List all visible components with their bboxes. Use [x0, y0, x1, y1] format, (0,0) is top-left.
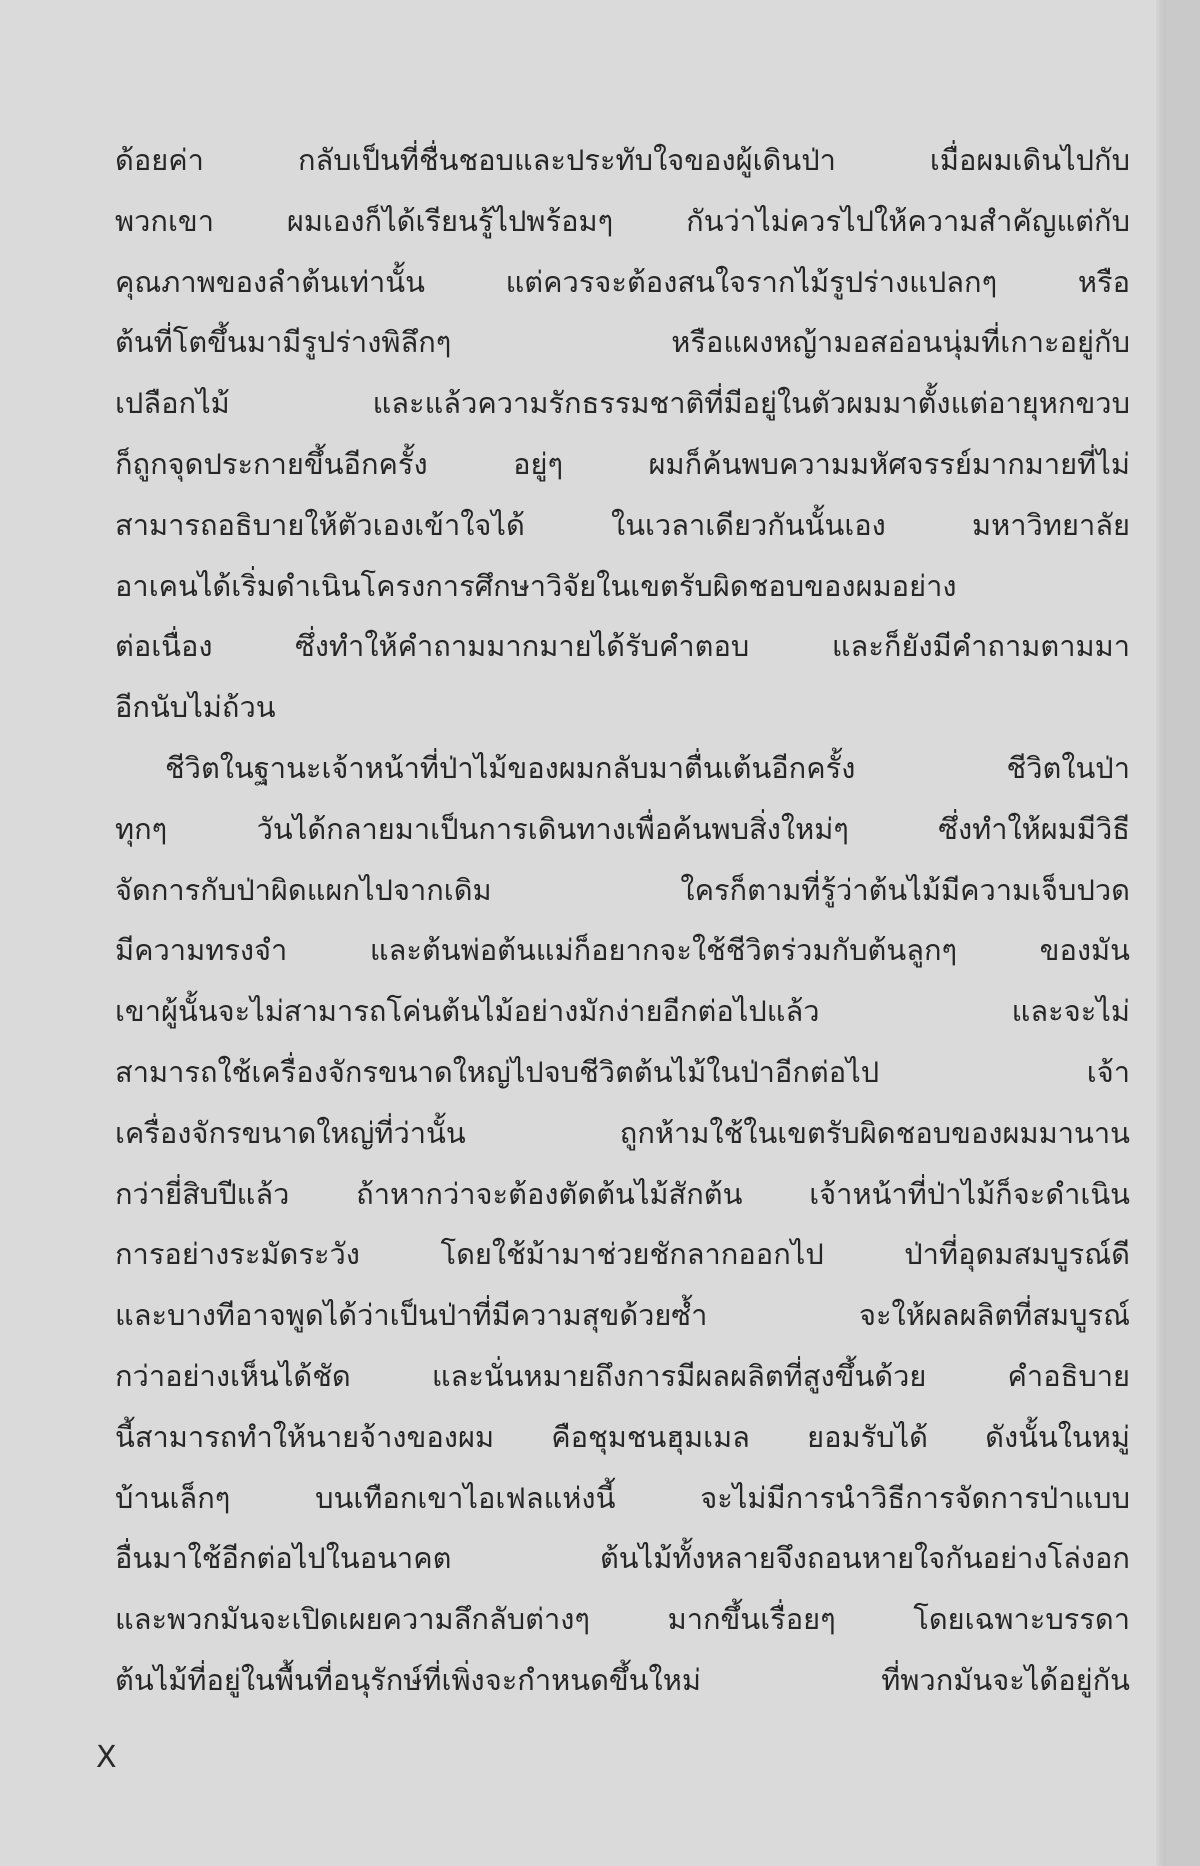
text-line: อีกนับไม่ถ้วน — [115, 690, 276, 725]
text-line: กว่าอย่างเห็นได้ชัด และนั่นหมายถึงการมีผลผลิตที่สูงขึ้นด้วย คำอธิบาย — [115, 1358, 1130, 1393]
text-line: ต้นไม้ที่อยู่ในพื้นที่อนุรักษ์ที่เพิ่งจะกำหนดขึ้นใหม่ ที่พวกมันจะได้อยู่กัน — [115, 1662, 1130, 1697]
text-line: มีความทรงจำ และต้นพ่อต้นแม่ก็อยากจะใช้ชีวิตร่วมกับต้นลูกๆ ของมัน — [115, 933, 1130, 968]
text-line: ต้นที่โตขึ้นมามีรูปร่างพิลึกๆ หรือแผงหญ้ามอสอ่อนนุ่มที่เกาะอยู่กับ — [115, 325, 1130, 360]
text-line: เขาผู้นั้นจะไม่สามารถโค่นต้นไม้อย่างมักง่ายอีกต่อไปแล้ว และจะไม่ — [115, 994, 1130, 1029]
text-line: ก็ถูกจุดประกายขึ้นอีกครั้ง อยู่ๆ ผมก็ค้นพบความมหัศจรรย์มากมายที่ไม่ — [115, 446, 1130, 481]
text-line: อาเคนได้เริ่มดำเนินโครงการศึกษาวิจัยในเขตรับผิดชอบของผมอย่าง — [115, 568, 957, 603]
text-line: เปลือกไม้ และแล้วความรักธรรมชาติที่มีอยู่ในตัวผมมาตั้งแต่อายุหกขวบ — [115, 386, 1130, 421]
text-line: สามารถอธิบายให้ตัวเองเข้าใจได้ ในเวลาเดียวกันนั้นเอง มหาวิทยาลัย — [115, 507, 1130, 542]
text-line: บ้านเล็กๆ บนเทือกเขาไอเฟลแห่งนี้ จะไม่มีการนำวิธีการจัดการป่าแบบ — [115, 1480, 1130, 1515]
text-line: และบางทีอาจพูดได้ว่าเป็นป่าที่มีความสุขด้วยซ้ำ จะให้ผลผลิตที่สมบูรณ์ — [115, 1298, 1130, 1333]
body-text — [115, 130, 1130, 1711]
text-line: การอย่างระมัดระวัง โดยใช้ม้ามาช่วยชักลากออกไป ป่าที่อุดมสมบูรณ์ดี — [115, 1237, 1130, 1272]
text-line: พวกเขา ผมเองก็ได้เรียนรู้ไปพร้อมๆ กันว่าไม่ควรไปให้ความสำคัญแต่กับ — [115, 203, 1130, 238]
page-number: X — [96, 1740, 117, 1775]
text-line: ด้อยค่า กลับเป็นที่ชื่นชอบและประทับใจของผู้เดินป่า เมื่อผมเดินไปกับ — [115, 143, 1130, 177]
text-line: ทุกๆ วันได้กลายมาเป็นการเดินทางเพื่อค้นพบสิ่งใหม่ๆ ซึ่งทำให้ผมมีวิธี — [115, 811, 1130, 846]
text-line: และพวกมันจะเปิดเผยความลึกลับต่างๆ มากขึ้นเรื่อยๆ โดยเฉพาะบรรดา — [115, 1602, 1130, 1637]
text-line: เครื่องจักรขนาดใหญ่ที่ว่านั้น ถูกห้ามใช้ในเขตรับผิดชอบของผมมานาน — [115, 1115, 1130, 1150]
text-line: นี้สามารถทำให้นายจ้างของผม คือชุมชนฮุมเมล ยอมรับได้ ดังนั้นในหมู่ — [115, 1419, 1130, 1454]
text-line: อื่นมาใช้อีกต่อไปในอนาคต ต้นไม้ทั้งหลายจึงถอนหายใจกันอย่างโล่งอก — [115, 1541, 1130, 1576]
text-line: กว่ายี่สิบปีแล้ว ถ้าหากว่าจะต้องตัดต้นไม้สักต้น เจ้าหน้าที่ป่าไม้ก็จะดำเนิน — [115, 1176, 1130, 1211]
paragraph-2 — [115, 738, 1130, 1711]
text-line: สามารถใช้เครื่องจักรขนาดใหญ่ไปจบชีวิตต้นไม้ในป่าอีกต่อไป เจ้า — [115, 1054, 1130, 1089]
text-line: คุณภาพของลำต้นเท่านั้น แต่ควรจะต้องสนใจรากไม้รูปร่างแปลกๆ หรือ — [115, 264, 1130, 299]
text-line: จัดการกับป่าผิดแผกไปจากเดิม ใครก็ตามที่รู้ว่าต้นไม้มีความเจ็บปวด — [115, 872, 1130, 907]
text-line: ชีวิตในฐานะเจ้าหน้าที่ป่าไม้ของผมกลับมาตื่นเต้นอีกครั้ง ชีวิตในป่า — [165, 750, 1130, 785]
text-line: ต่อเนื่อง ซึ่งทำให้คำถามมากมายได้รับคำตอบ และก็ยังมีคำถามตามมา — [115, 629, 1130, 664]
paragraph-1 — [115, 130, 1130, 738]
